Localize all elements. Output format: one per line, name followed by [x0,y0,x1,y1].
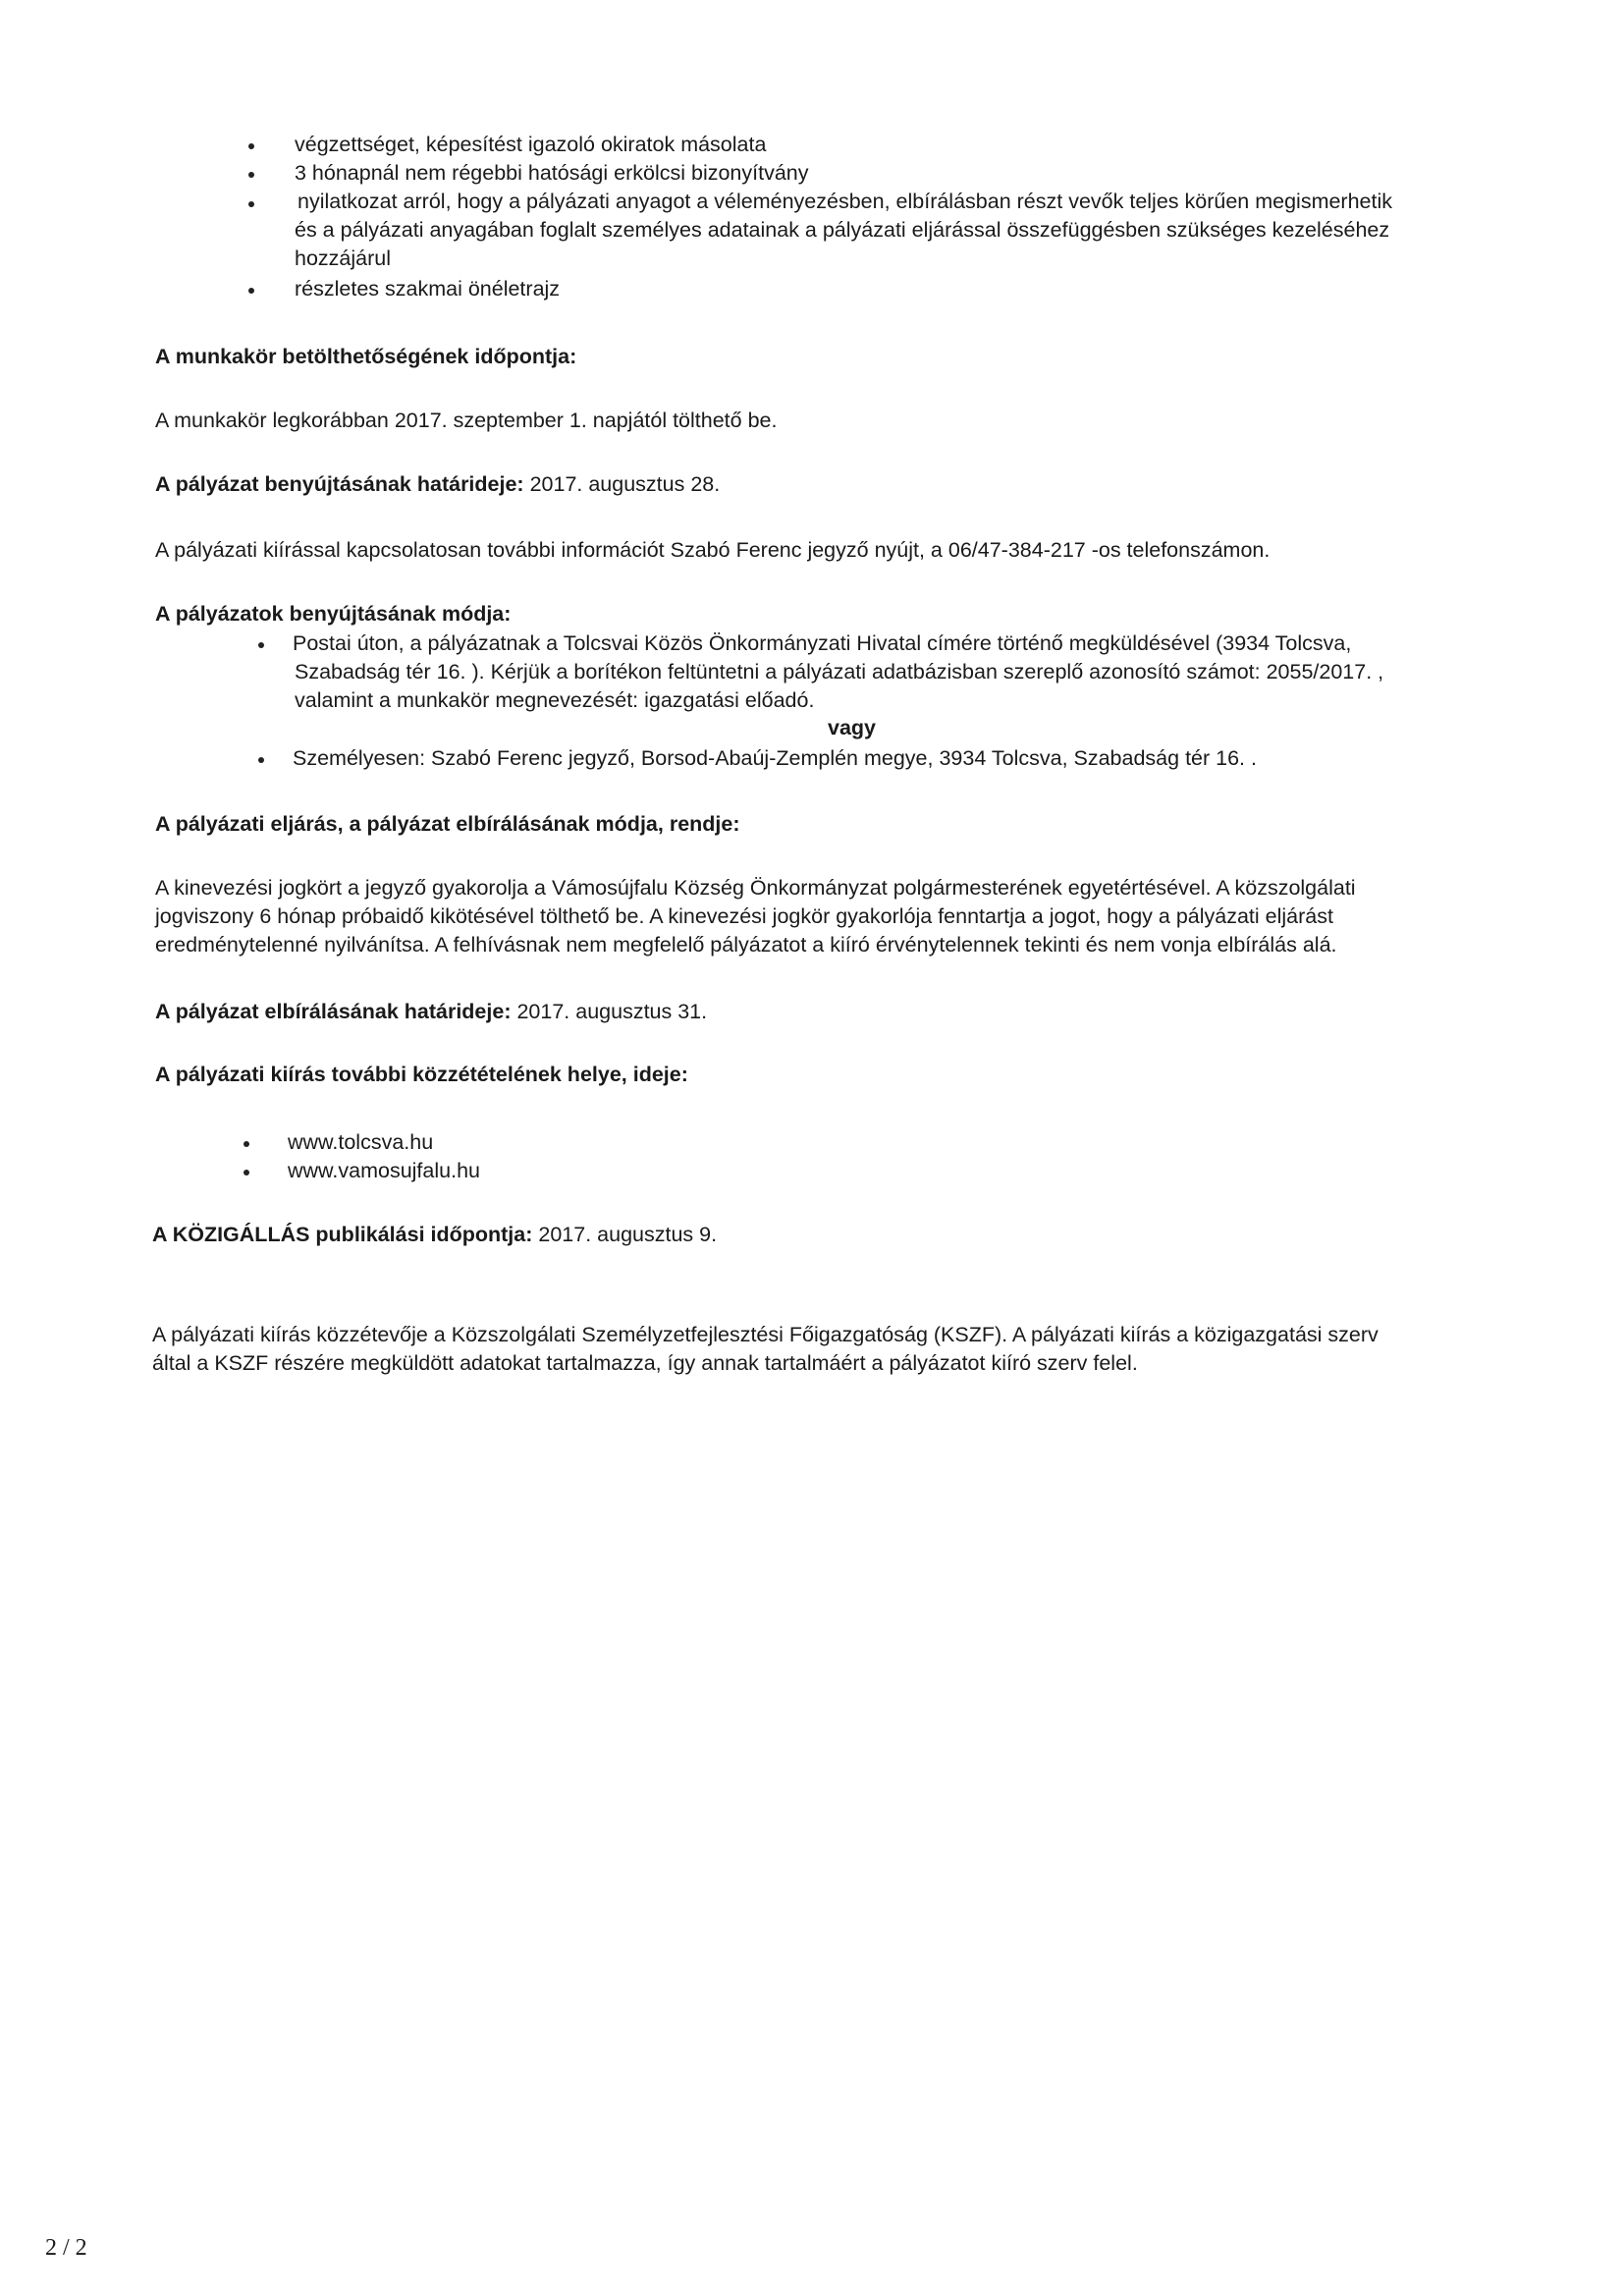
deadline-value: 2017. augusztus 28. [529,472,721,496]
kozigallas-value: 2017. augusztus 9. [538,1223,718,1246]
deadline-line [155,470,720,499]
list-item: 3 hónapnál nem régebbi hatósági erkölcsi bizonyítvány [295,161,809,185]
postal-line: valamint a munkakör megnevezését: igazgatási előadó. [295,688,815,712]
list-item: részletes szakmai önéletrajz [295,277,561,301]
evaluation-value: 2017. augusztus 31. [516,1000,708,1023]
evaluation-line [155,998,707,1026]
submission-heading: A pályázatok benyújtásának módja: [155,602,512,626]
list-item-line: nyilatkozat arról, hogy a pályázati anyagot a véleményezésben, elbírálásban részt vevők teljes körűen megismerhetik [298,190,1393,213]
bullet-icon [243,1170,249,1175]
procedure-line: jogviszony 6 hónap próbaidő kikötésével tölthető be. A kinevezési jogkör gyakorlója fenntartja a jogot, hogy a pályázati eljárást [155,904,1333,928]
evaluation-label: A pályázat elbírálásának határideje: [155,1000,512,1023]
bullet-icon [248,201,254,207]
bullet-icon [258,757,264,763]
postal-line: Szabadság tér 16. ). Kérjük a borítékon feltüntetni a pályázati adatbázisban szereplő azonosító számot: 2055/2017. , [295,660,1384,683]
bullet-icon [248,288,254,294]
kozigallas-label: A KÖZIGÁLLÁS publikálási időpontja: [152,1223,533,1246]
personal-submission: Személyesen: Szabó Ferenc jegyző, Borsod-Abaúj-Zemplén megye, 3934 Tolcsva, Szabadság tér 16. . [293,746,1257,770]
bullet-icon [248,172,254,178]
postal-line: Postai úton, a pályázatnak a Tolcsvai Közös Önkormányzati Hivatal címére történő megküldésével (3934 Tolcsva, [293,631,1352,655]
start-date-text: A munkakör legkorábban 2017. szeptember 1. napjától tölthető be. [155,409,778,432]
bullet-icon [243,1141,249,1147]
bullet-icon [248,143,254,149]
list-item: végzettséget, képesítést igazoló okiratok másolata [295,133,767,156]
procedure-line: eredménytelenné nyilvánítsa. A felhívásnak nem megfelelő pályázatot a kiíró érvénytelennek tekinti és nem vonja elbírálás alá. [155,933,1337,957]
page-number: 2 / 2 [45,2235,87,2261]
publication-site: www.tolcsva.hu [288,1130,434,1154]
info-text: A pályázati kiírással kapcsolatosan további információt Szabó Ferenc jegyző nyújt, a 06/47-384-217 -os telefonszámon. [155,538,1271,562]
or-text: vagy [828,716,877,739]
procedure-line: A kinevezési jogkört a jegyző gyakorolja a Vámosújfalu Község Önkormányzat polgármesterének egyetértésével. A közszolgálati [155,876,1356,900]
start-date-heading: A munkakör betölthetőségének időpontja: [155,345,577,368]
kozigallas-line [152,1221,717,1249]
deadline-label: A pályázat benyújtásának határideje: [155,472,524,496]
procedure-heading: A pályázati eljárás, a pályázat elbírálásának módja, rendje: [155,812,740,836]
list-item-line: hozzájárul [295,246,391,270]
publication-heading: A pályázati kiírás további közzétételének helye, ideje: [155,1063,688,1086]
list-item-line: és a pályázati anyagában foglalt személyes adatainak a pályázati eljárással összefüggésben szükséges kezeléséhez [295,218,1390,242]
footer-note-line: A pályázati kiírás közzétevője a Közszolgálati Személyzetfejlesztési Főigazgatóság (KSZF). A pályázati kiírás a közigazgatási szerv [152,1323,1379,1346]
publication-site: www.vamosujfalu.hu [288,1159,480,1182]
bullet-icon [258,642,264,648]
footer-note-line: által a KSZF részére megküldött adatokat tartalmazza, így annak tartalmáért a pályázatot kiíró szerv felel. [152,1351,1138,1375]
